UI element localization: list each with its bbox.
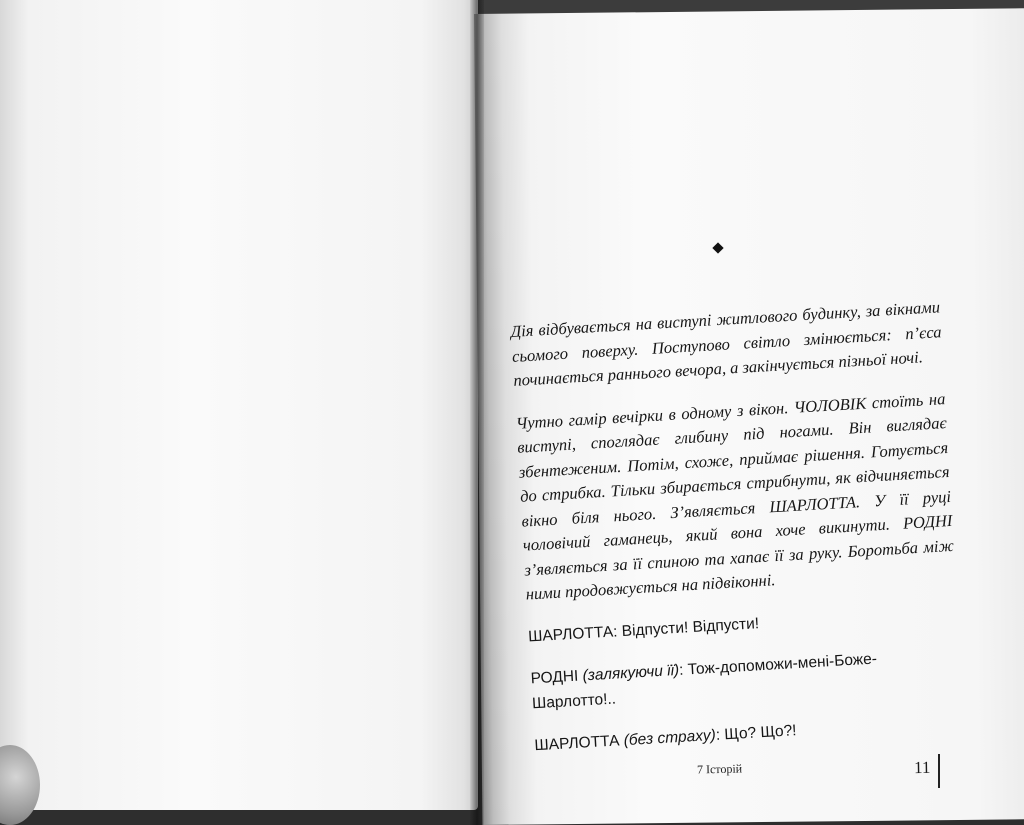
speech-text: Тож-допоможи-мені-Боже-Шарлотто!..	[531, 650, 878, 712]
running-footer-title: 7 Історій	[696, 761, 743, 777]
speaker-direction: (без страху)	[623, 726, 717, 750]
footer-divider	[938, 754, 940, 788]
speaker-name: РОДНІ	[530, 667, 579, 688]
speech-text: Що? Що?!	[723, 722, 797, 744]
page-number: 11	[913, 757, 931, 778]
dialogue-line: РОДНІ (залякуючи її): Тож-допоможи-мені-Боже-Шарлотто!..	[530, 650, 878, 712]
book-gutter	[470, 0, 484, 825]
left-page-blank	[0, 0, 478, 810]
speaker-direction: (залякуючи її)	[582, 661, 680, 685]
dialogue-line: ШАРЛОТТА: Відпусти! Відпусти!	[527, 614, 760, 645]
speaker-name: ШАРЛОТТА	[527, 623, 614, 645]
speech-text: Відпусти! Відпусти!	[621, 614, 760, 640]
dialogue-line: ШАРЛОТТА (без страху): Що? Що?!	[534, 722, 797, 755]
play-text	[510, 295, 966, 776]
stage-direction-action: Чутно гамір вечірки в одному з вікон. ЧОЛОВІК стоїть на виступі, споглядає глибину під ногами. Він виглядає збентеженим. Потім, схоже, приймає рішення. Готується до стрибка. Тільки збирається стрибнути, як відчиняється вікно біля нього. З’являється ШАРЛОТТА. У її руці чоловічий гаманець, який вона хоче викинути. РОДНІ з’являється за її спиною та хапає її за руку. Боротьба між ними продовжується на підвіконні.	[515, 388, 955, 604]
speaker-name: ШАРЛОТТА	[534, 732, 620, 755]
stage-direction-setting: Дія відбувається на виступі житлового будинку, за вікнами сьомого поверху. Поступово світло змінюється: п’єса починається раннього вечора, а закінчується пізньої ночі.	[510, 297, 942, 390]
